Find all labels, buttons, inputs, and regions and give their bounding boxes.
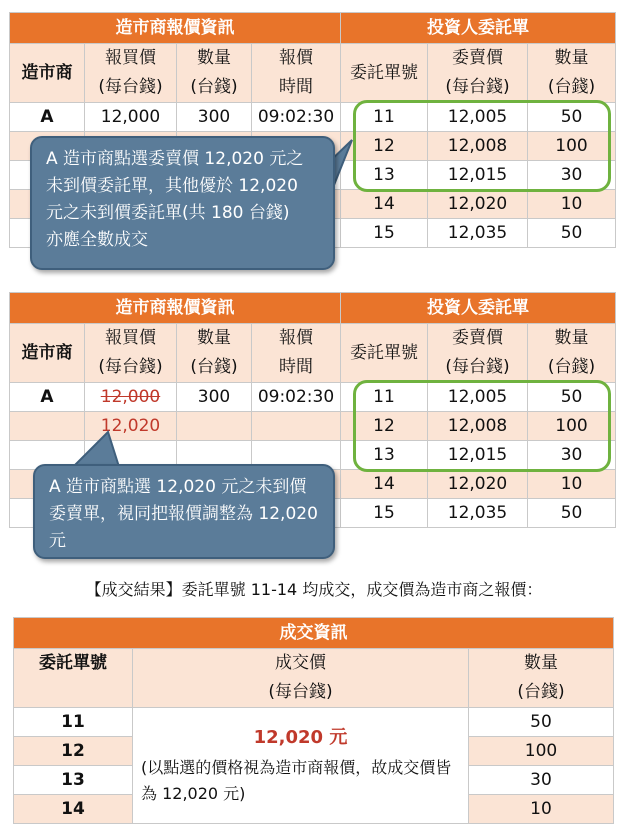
cell-order-no: 12 [341, 412, 428, 441]
callout-2-line: 委賣單，視同把報價調整為 12,020 [49, 504, 318, 524]
col-header-qty: 數量 (台錢) [177, 324, 252, 383]
cell-trade-price [133, 708, 469, 824]
cell-ask: 12,008 [428, 412, 528, 441]
cell-qty: 300 [177, 103, 252, 132]
cell-ask: 12,005 [428, 383, 528, 412]
cell-qty: 10 [469, 795, 614, 824]
col-header-order-no: 委託單號 [341, 44, 428, 103]
col-header-bid: 報買價 (每台錢) [85, 44, 177, 103]
cell-order-qty: 30 [528, 441, 616, 470]
col-header-order-no: 委託單號 [14, 649, 133, 708]
col-header-bid: 報買價 (每台錢) [85, 324, 177, 383]
cell-ask: 12,035 [428, 499, 528, 528]
cell-ask: 12,020 [428, 190, 528, 219]
trade-price-explanation: (以點選的價格視為造市商報價，故成交價皆為 12,020 元) [141, 758, 452, 803]
cell-ask: 12,015 [428, 161, 528, 190]
callout-2-line: A 造市商點選 12,020 元之未到價 [49, 477, 307, 497]
cell-order-no: 15 [341, 219, 428, 248]
cell-qty: 30 [469, 766, 614, 795]
cell-qty: 100 [469, 737, 614, 766]
trade-result-table [13, 617, 614, 824]
callout-note-2 [33, 464, 335, 559]
cell-order-no: 12 [14, 737, 133, 766]
cell-order-no: 15 [341, 499, 428, 528]
cell-bid: 12,000 [85, 103, 177, 132]
callout-2-line: 元 [49, 531, 66, 551]
col-header-order-no: 委託單號 [341, 324, 428, 383]
group-header-market-maker: 造市商報價資訊 [10, 13, 341, 44]
col-header-time: 報價 時間 [252, 44, 341, 103]
cell-order-qty: 50 [528, 499, 616, 528]
cell-time: 09:02:30 [252, 103, 341, 132]
trade-info-header: 成交資訊 [14, 618, 614, 649]
col-header-order-qty: 數量 (台錢) [528, 44, 616, 103]
table-row [14, 708, 614, 737]
col-header-time: 報價 時間 [252, 324, 341, 383]
trade-price-value: 12,020 元 [253, 727, 348, 748]
cell-ask: 12,005 [428, 103, 528, 132]
col-header-price: 成交價 (每台錢) [133, 649, 469, 708]
cell-order-qty: 30 [528, 161, 616, 190]
cell-order-qty: 100 [528, 412, 616, 441]
cell-maker: A [10, 383, 85, 412]
cell-ask: 12,008 [428, 132, 528, 161]
cell-order-qty: 50 [528, 219, 616, 248]
col-header-order-qty: 數量 (台錢) [528, 324, 616, 383]
callout-1-line: 元之未到價委託單(共 180 台錢) [46, 203, 290, 223]
col-header-qty: 數量 (台錢) [469, 649, 614, 708]
cell-bid-old: 12,000 [85, 383, 177, 412]
cell-ask: 12,015 [428, 441, 528, 470]
callout-1-line: 亦應全數成交 [46, 230, 148, 250]
col-header-maker: 造市商 [10, 44, 85, 103]
callout-1-line: 未到價委託單，其他優於 12,020 [46, 176, 298, 196]
cell-order-no: 11 [341, 103, 428, 132]
col-header-ask: 委賣價 (每台錢) [428, 44, 528, 103]
cell-order-qty: 50 [528, 383, 616, 412]
cell-order-no: 14 [14, 795, 133, 824]
col-header-qty: 數量 (台錢) [177, 44, 252, 103]
cell-order-no: 11 [14, 708, 133, 737]
cell-order-no: 12 [341, 132, 428, 161]
group-header-investor-orders: 投資人委託單 [341, 293, 616, 324]
cell-order-qty: 100 [528, 132, 616, 161]
col-header-maker: 造市商 [10, 324, 85, 383]
cell-ask: 12,020 [428, 470, 528, 499]
cell-order-qty: 10 [528, 470, 616, 499]
cell-qty: 50 [469, 708, 614, 737]
group-header-investor-orders: 投資人委託單 [341, 13, 616, 44]
cell-order-no: 13 [14, 766, 133, 795]
cell-qty: 300 [177, 383, 252, 412]
cell-time: 09:02:30 [252, 383, 341, 412]
cell-order-qty: 50 [528, 103, 616, 132]
col-header-ask: 委賣價 (每台錢) [428, 324, 528, 383]
cell-order-no: 14 [341, 190, 428, 219]
cell-order-no: 11 [341, 383, 428, 412]
cell-order-no: 14 [341, 470, 428, 499]
cell-order-qty: 10 [528, 190, 616, 219]
cell-order-no: 13 [341, 161, 428, 190]
cell-order-no: 13 [341, 441, 428, 470]
cell-ask: 12,035 [428, 219, 528, 248]
group-header-market-maker: 造市商報價資訊 [10, 293, 341, 324]
result-note: 【成交結果】委託單號 11-14 均成交，成交價為造市商之報價： [85, 580, 543, 599]
callout-1-line: A 造市商點選委賣價 12,020 元之 [46, 149, 304, 169]
cell-bid-new: 12,020 [85, 412, 177, 441]
cell-maker: A [10, 103, 85, 132]
